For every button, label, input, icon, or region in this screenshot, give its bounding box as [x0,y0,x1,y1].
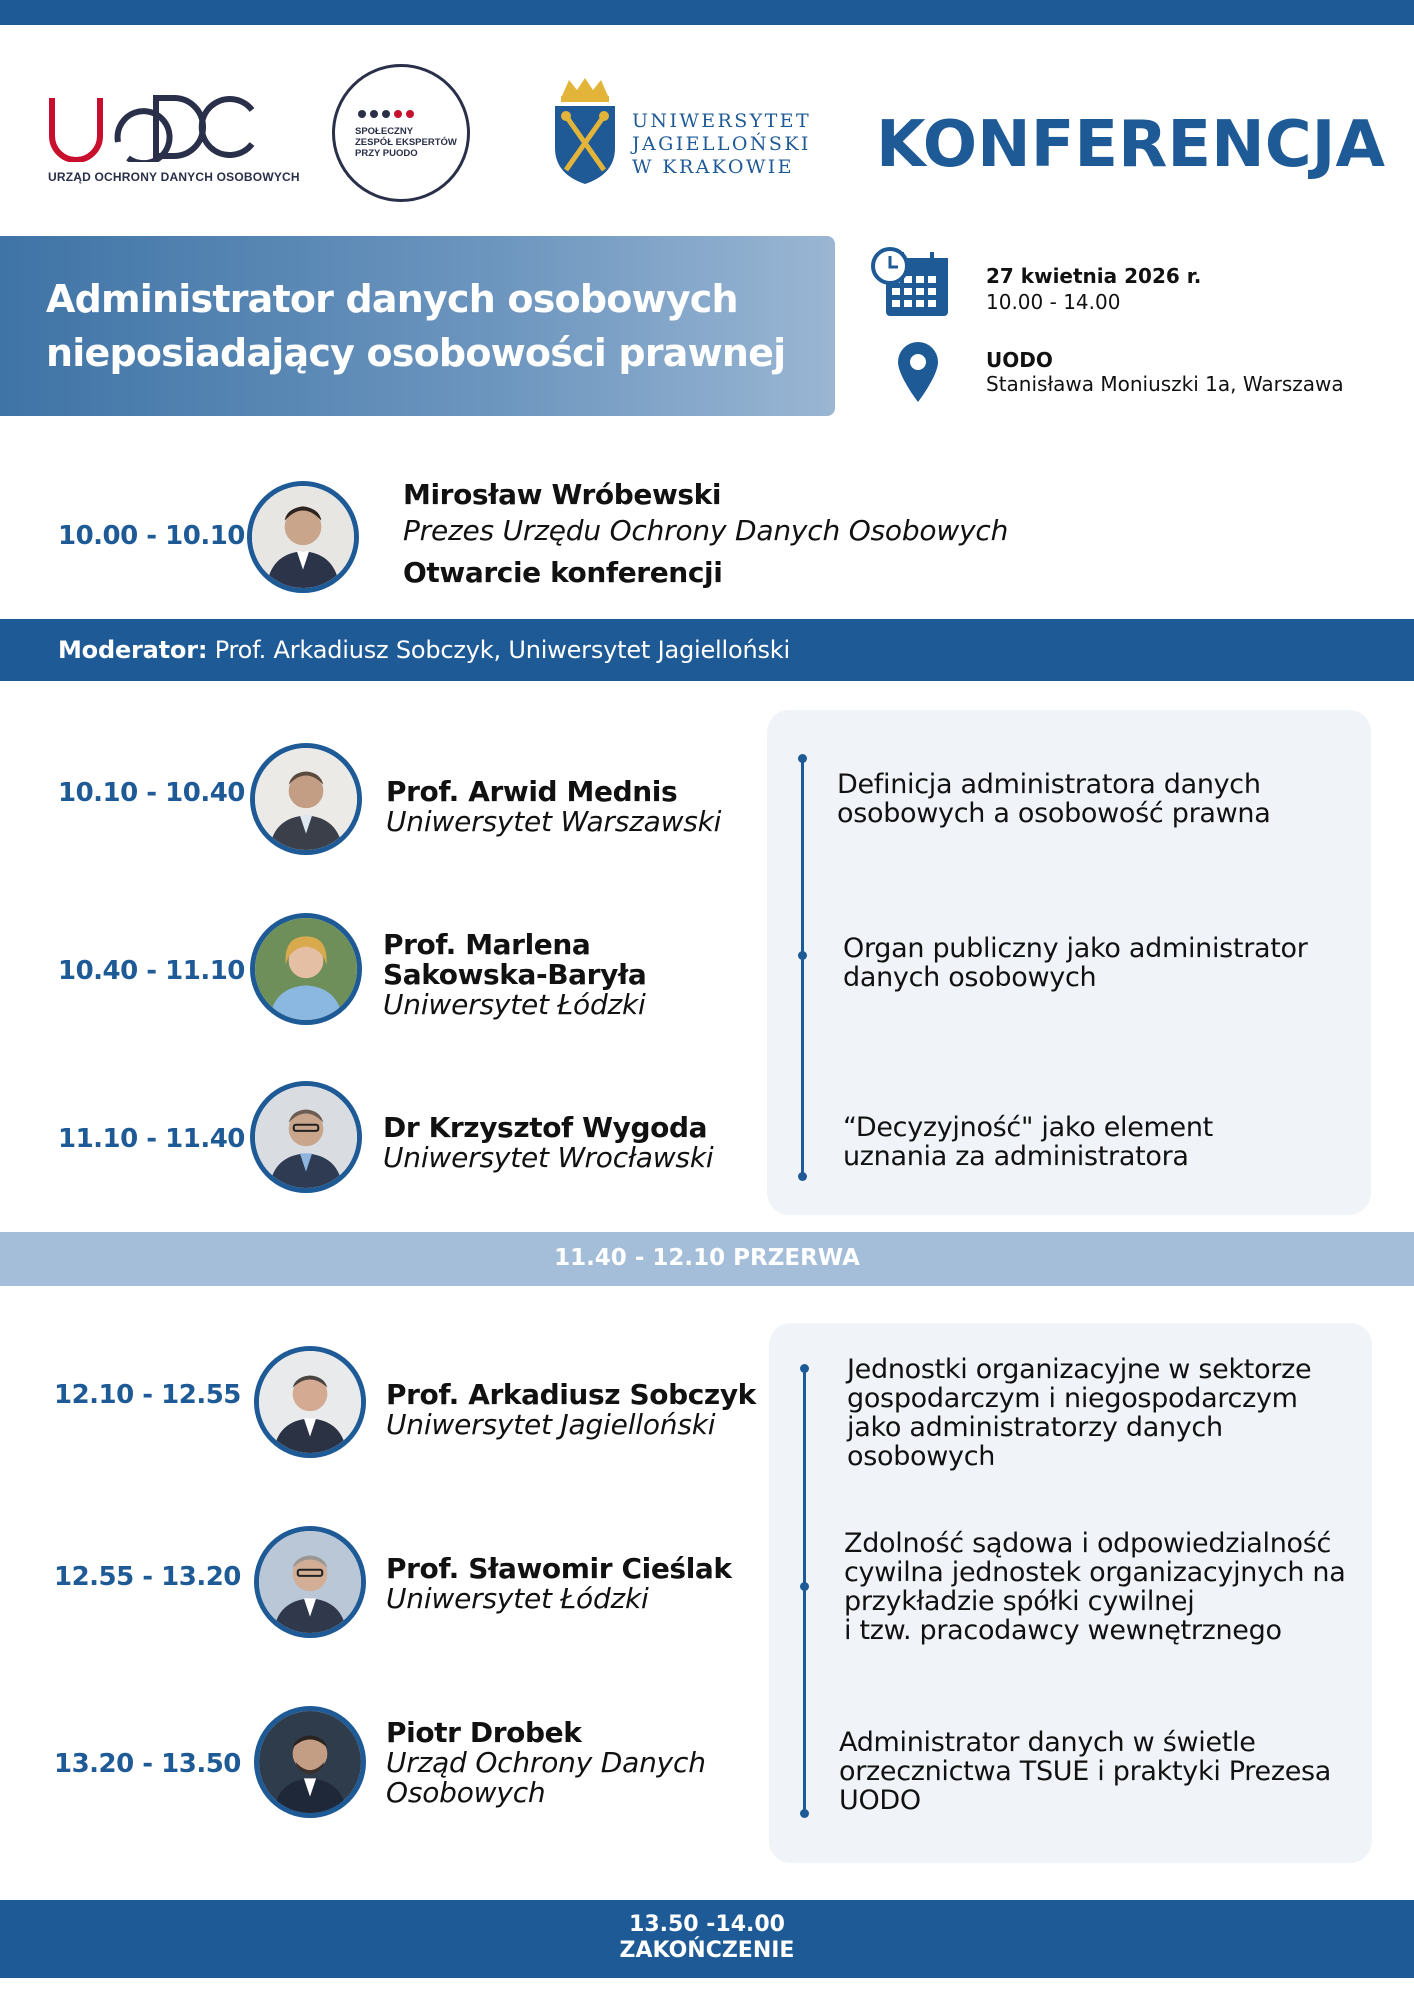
opening-speaker-role: Prezes Urzędu Ochrony Danych Osobowych [403,514,1009,547]
session-topic: Jednostki organizacyjne w sektorze gospodarczym i niegospodarczym jako administratorzy danych osobowych [847,1354,1312,1472]
event-address: Stanisława Moniuszki 1a, Warszawa [986,372,1344,396]
session-topic: Administrator danych w świetle orzecznictwa TSUE i praktyki Prezesa UODO [839,1727,1332,1816]
session-time: 12.55 - 13.20 [54,1562,241,1592]
session-topic: Organ publiczny jako administrator danych osobowych [843,933,1308,993]
event-place: UODO [986,348,1053,372]
timeline-dot [798,951,807,960]
speaker-name: Piotr Drobek [386,1716,582,1749]
timeline-dot [798,1172,807,1181]
timeline-dot [800,1364,809,1373]
speaker-photo [254,1706,366,1818]
speaker-affiliation: Urząd Ochrony Danych Osobowych [386,1746,706,1809]
session-time: 10.40 - 11.10 [58,956,245,986]
calendar-icon [870,246,950,318]
speaker-name: Prof. Arwid Mednis [386,775,678,808]
timeline-dot [798,754,807,763]
speaker-affiliation: Uniwersytet Łódzki [383,988,646,1021]
speaker-affiliation: Uniwersytet Jagielloński [386,1408,716,1441]
break-bar [0,1232,1414,1286]
moderator-text: Moderator: Prof. Arkadiusz Sobczyk, Uniwersytet Jagielloński [58,636,790,664]
speaker-affiliation: Uniwersytet Łódzki [386,1582,649,1615]
speaker-affiliation: Uniwersytet Warszawski [386,805,722,838]
speaker-name: Dr Krzysztof Wygoda [383,1111,708,1144]
uj-name: UNIWERSYTET JAGIELLOŃSKI W KRAKOWIE [632,110,812,178]
uj-crest-icon [552,76,618,186]
timeline-dot [800,1582,809,1591]
person-icon [255,918,357,1020]
person-icon [259,1711,361,1813]
timeline-dot [800,1809,809,1818]
speaker-photo [254,1526,366,1638]
speaker-photo [250,913,362,1025]
person-icon [259,1531,361,1633]
uodo-subtitle: URZĄD OCHRONY DANYCH OSOBOWYCH [48,170,300,184]
uodo-logo [48,92,300,187]
speaker-photo [254,1346,366,1458]
zespol-text: SPOŁECZNY ZESPÓŁ EKSPERTÓW PRZY PUODO [355,126,457,159]
title-banner [0,236,835,416]
session-topic: Definicja administratora danych osobowych a osobowość prawna [837,769,1271,829]
session-time: 12.10 - 12.55 [54,1380,241,1410]
timeline-line-2 [803,1368,806,1815]
session-time: 11.10 - 11.40 [58,1124,245,1154]
timeline-line-1 [801,758,804,1178]
event-date: 27 kwietnia 2026 r. [986,264,1202,288]
closing-label: ZAKOŃCZENIE [619,1938,795,1963]
speaker-photo [250,743,362,855]
dots-icon [357,109,447,119]
person-icon [255,1086,357,1188]
opening-speaker-name: Mirosław Wróbewski [403,478,722,511]
closing-bar [0,1900,1414,1978]
person-icon [259,1351,361,1453]
break-text: 11.40 - 12.10 PRZERWA [554,1245,860,1271]
conference-title: Administrator danych osobowych nieposiadający osobowości prawnej [46,277,786,375]
speaker-photo [247,481,359,593]
session-topic: “Decyzyjność" jako element uznania za administratora [843,1112,1213,1172]
uodo-logo-letters [48,92,258,162]
speaker-name: Prof. Marlena Sakowska-Baryła [383,928,647,991]
moderator-bar [0,619,1414,681]
top-color-bar [0,0,1414,25]
session-time: 13.20 - 13.50 [54,1749,241,1779]
session-time: 10.10 - 10.40 [58,778,245,808]
person-icon [255,748,357,850]
speaker-name: Prof. Arkadiusz Sobczyk [386,1378,756,1411]
uj-logo [552,76,812,188]
speaker-name: Prof. Sławomir Cieślak [386,1552,732,1585]
location-pin-icon [896,340,940,404]
speaker-photo [250,1081,362,1193]
session-topic: Zdolność sądowa i odpowiedzialność cywilna jednostek organizacyjnych na przykładzie spółki cywilnej i tzw. pracodawcy wewnętrznego [844,1528,1346,1646]
opening-label: Otwarcie konferencji [403,556,723,589]
zespol-ekspertow-logo [332,64,470,202]
event-time: 10.00 - 14.00 [986,290,1121,314]
conference-heading: KONFERENCJA [876,108,1385,182]
closing-time: 13.50 -14.00 [629,1912,785,1937]
speaker-affiliation: Uniwersytet Wrocławski [383,1141,714,1174]
opening-time: 10.00 - 10.10 [58,521,245,551]
person-icon [252,486,354,588]
